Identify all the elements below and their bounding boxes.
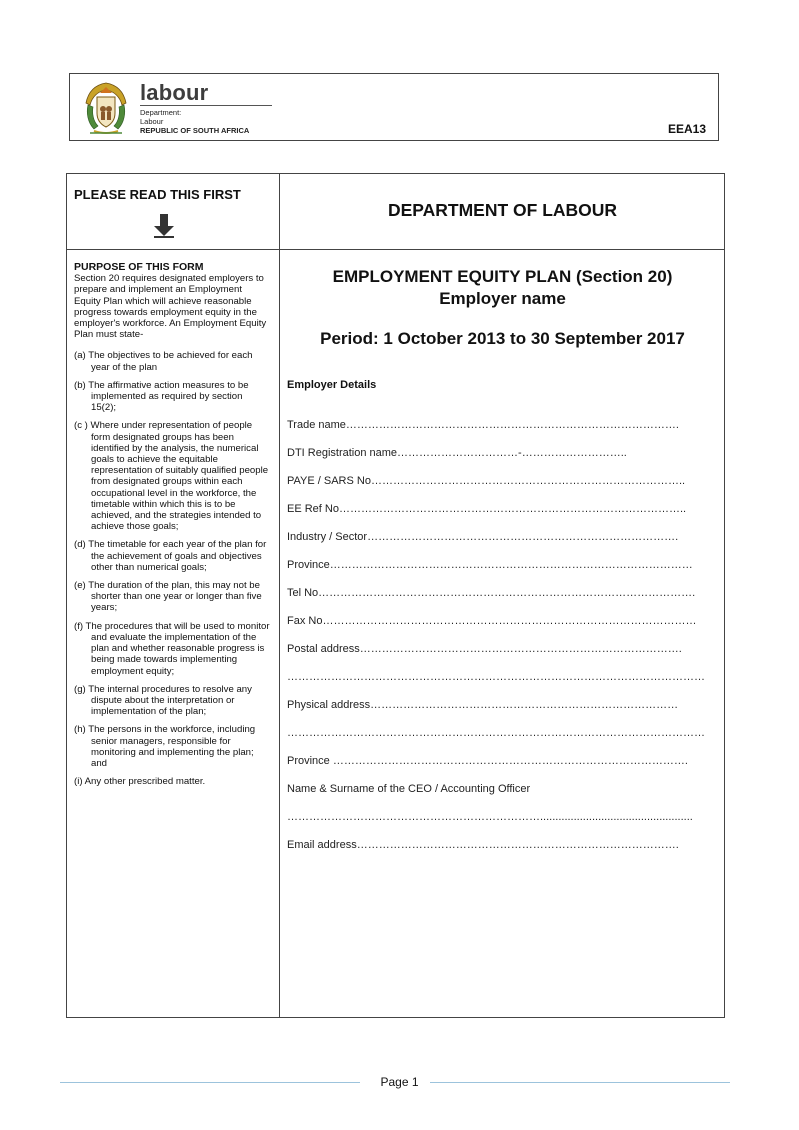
department-title: DEPARTMENT OF LABOUR [387,200,618,220]
row-divider [67,249,724,250]
dti-registration-field[interactable]: DTI Registration name……………………………-……………………….. [287,447,627,459]
email-address-field[interactable]: Email address……………………………………………………………………………. [287,839,679,851]
postal-address-line2-field[interactable]: …………………………………………………………………………………………………… [287,671,705,683]
trade-name-field[interactable]: Trade name………………………………………………………………………………. [287,419,679,431]
read-first-heading: PLEASE READ THIS FIRST [74,187,241,202]
province-field[interactable]: Province……………………………………………………………………………………… [287,559,693,571]
requirement-item-g: (g) The internal procedures to resolve any dispute about the interpretation or implementation of the plan; [74,683,252,718]
employer-details-heading: Employer Details [287,379,377,391]
industry-sector-field[interactable]: Industry / Sector…………………………………………………………………………. [287,531,679,543]
postal-address-field[interactable]: Postal address……………………………………………………………………………. [287,643,682,655]
letterhead [69,73,719,141]
plan-title-line2: Employer name [439,289,566,308]
logo-divider [140,105,272,106]
requirement-item-i: (i) Any other prescribed matter. [74,776,206,788]
down-arrow-icon [154,214,174,238]
logo-country: REPUBLIC OF SOUTH AFRICA [140,126,250,135]
logo-department-name: Labour [140,117,164,126]
coat-of-arms-icon [80,79,132,137]
requirement-item-c: (c ) Where under representation of people form designated groups has been identified by the analysis, the numerical goals to achieve the equitable representation of suitably qualified people from designated groups within each occupational level in the workforce, the timetable within which this is to be achieved, and the strategies intended to achieve those goals; [74,420,269,533]
requirement-item-d: (d) The timetable for each year of the plan for the achievement of goals and objectives other than numerical goals; [74,539,267,573]
instructions-column [74,262,270,794]
logo-wordmark: labour [140,80,209,105]
tel-no-field[interactable]: Tel No…………………………………………………………………………………………. [287,587,696,599]
plan-period: Period: 1 October 2013 to 30 September 2017 [320,329,685,348]
fax-no-field[interactable]: Fax No………………………………………………………………………………………… [287,615,697,627]
paye-sars-field[interactable]: PAYE / SARS No………………………………………………………………………….. [287,475,686,487]
physical-address-field[interactable]: Physical address………………………………………………………………………… [287,699,679,711]
requirement-item-e: (e) The duration of the plan, this may not be shorter than one year or longer than five years; [74,580,262,614]
logo-department-label: Department: [140,108,182,117]
page-number: Page 1 [380,1075,419,1089]
province-field-2[interactable]: Province ……………………………………………………………………………………. [287,755,688,767]
physical-address-line2-field[interactable]: …………………………………………………………………………………………………… [287,727,705,739]
ceo-name-field[interactable]: …………………………………………………………….................................................. [287,811,693,823]
purpose-heading: PURPOSE OF THIS FORM [74,261,204,273]
requirement-item-f: (f) The procedures that will be used to monitor and evaluate the implementation of the plan and whether reasonable progress is being made towards implementing employment equity; [74,620,270,677]
requirement-item-b: (b) The affirmative action measures to be implemented as required by section 15(2); [74,379,249,414]
requirement-item-a: (a) The objectives to be achieved for each year of the plan [74,350,253,373]
ee-ref-field[interactable]: EE Ref No………………………………………………………………………………….. [287,503,687,515]
ceo-name-label: Name & Surname of the CEO / Accounting Officer [287,783,531,795]
form-table [66,173,725,1018]
plan-title [280,266,725,310]
purpose-text: Section 20 requires designated employers to prepare and implement an Employment Equity Plan which will achieve reasonable progress towards employment equity in the employer's workforce. An Employment Equity Plan must state- [74,273,267,341]
plan-title-line1: EMPLOYMENT EQUITY PLAN (Section 20) [332,267,673,286]
form-code: EEA13 [667,122,706,136]
requirement-item-h: (h) The persons in the workforce, including senior managers, responsible for monitoring and implementing the plan; and [74,724,256,769]
